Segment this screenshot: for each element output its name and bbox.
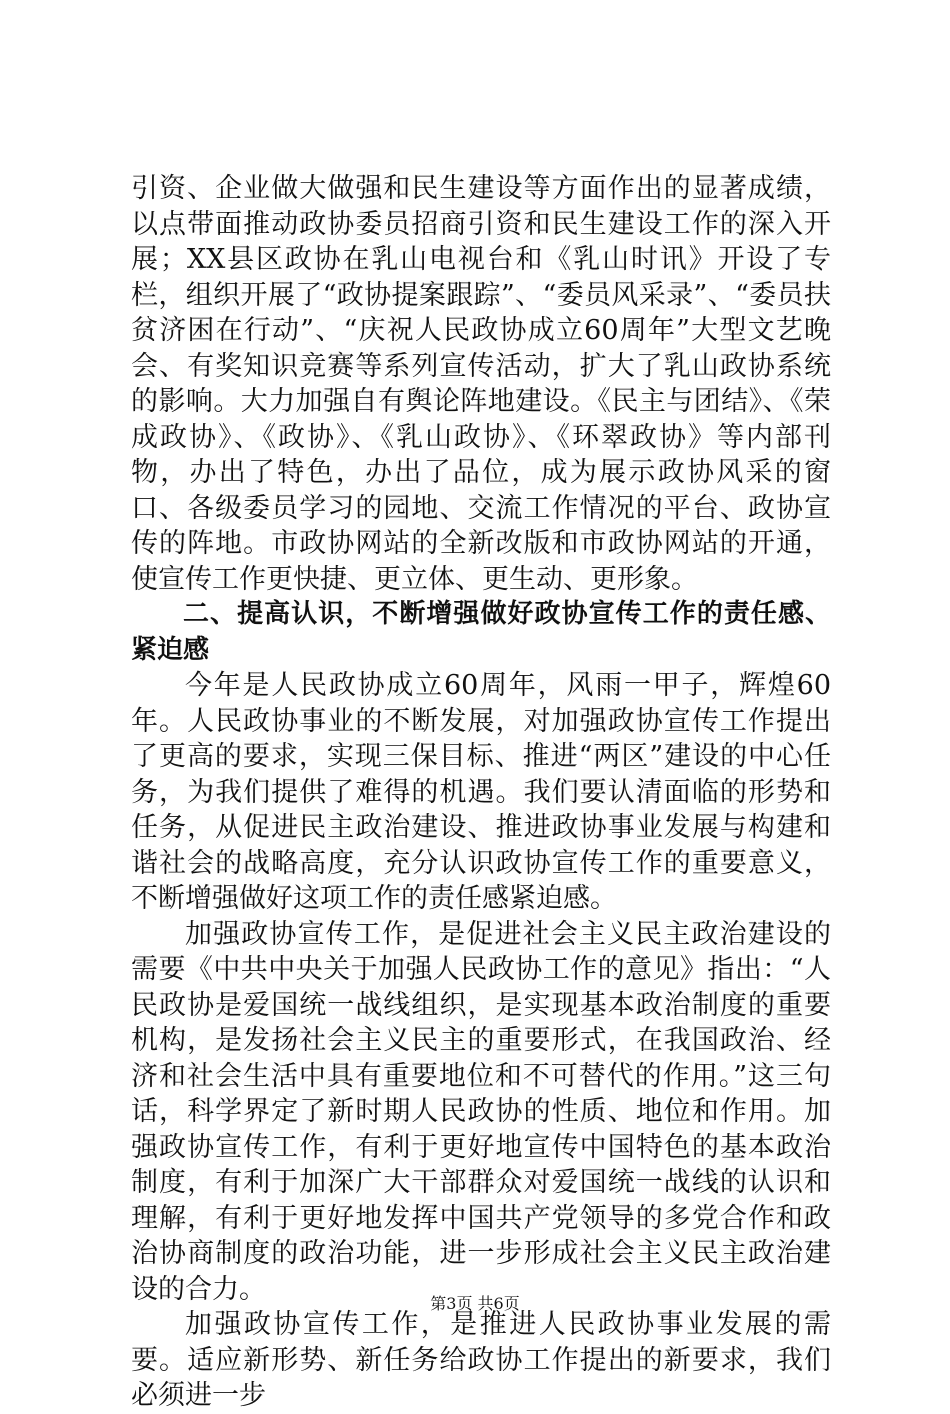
paragraph-continuation: 引资、企业做大做强和民生建设等方面作出的显著成绩，以点带面推动政协委员招商引资和民生建设工作的深入开展；XX县区政协在乳山电视台和《乳山时讯》开设了专栏，组织开展了“政协提案跟踪”、“委员风采录”、“委员扶贫济困在行动”、“庆祝人民政协成立60周年”大型文艺晚会、有奖知识竞赛等系列宣传活动，扩大了乳山政协系统的影响。大力加强自有舆论阵地建设。《民主与团结》、《荣成政协》、《政协》、《乳山政协》、《环翠政协》等内部刊物，办出了特色，办出了品位，成为展示政协风采的窗口、各级委员学习的园地、交流工作情况的平台、政协宣传的阵地。市政协网站的全新改版和市政协网站的开通，使宣传工作更快捷、更立体、更生动、更形象。 [131,173,831,595]
paragraph: 加强政协宣传工作，是促进社会主义民主政治建设的需要《中共中央关于加强人民政协工作的意见》指出：“人民政协是爱国统一战线组织，是实现基本政治制度的重要机构，是发扬社会主义民主的重要形式，在我国政治、经济和社会生活中具有重要地位和不可替代的作用。”这三句话，科学界定了新时期人民政协的性质、地位和作用。加强政协宣传工作，有利于更好地宣传中国特色的基本政治制度，有利于加深广大干部群众对爱国统一战线的认识和理解，有利于更好地发挥中国共产党领导的多党合作和政治协商制度的政治功能，进一步形成社会主义民主政治建设的合力。 [131,918,831,1305]
document-body [131,171,831,1414]
paragraph: 今年是人民政协成立60周年，风雨一甲子，辉煌60年。人民政协事业的不断发展，对加强政协宣传工作提出了更高的要求，实现三保目标、推进“两区”建设的中心任务，为我们提供了难得的机遇。我们要认清面临的形势和任务，从促进民主政治建设、推进政协事业发展与构建和谐社会的战略高度，充分认识政协宣传工作的重要意义，不断增强做好这项工作的责任感紧迫感。 [131,670,831,914]
page-footer: 第3页 共6页 [430,1294,520,1313]
paragraph: 加强政协宣传工作，是推进人民政协事业发展的需要。适应新形势、新任务给政协工作提出的新要求，我们必须进一步 [131,1309,831,1411]
section-heading: 二、提高认识，不断增强做好政协宣传工作的责任感、紧迫感 [131,599,831,665]
